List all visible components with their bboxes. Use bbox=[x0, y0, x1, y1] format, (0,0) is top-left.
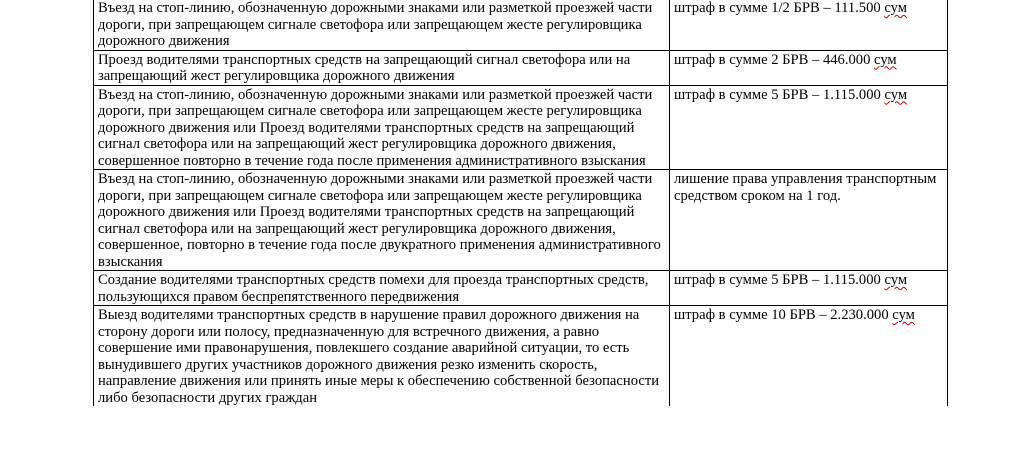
table-row bbox=[94, 0, 948, 50]
penalty-text: штраф в сумме 5 БРВ – 1.115.000 bbox=[674, 86, 885, 103]
currency-unit: сум bbox=[884, 272, 908, 288]
penalty-cell bbox=[670, 85, 948, 170]
offense-cell bbox=[94, 170, 670, 271]
penalty-text: штраф в сумме 1/2 БРВ – 111.500 bbox=[674, 0, 885, 16]
penalty-cell bbox=[670, 50, 948, 85]
table-row bbox=[94, 170, 948, 271]
offense-text: Въезд на стоп-линию, обозначенную дорожными знаками или разметкой проезжей части дороги, при запрещающем сигнале светофора или запрещающем жесте регулировщика дорожного движения bbox=[98, 0, 653, 49]
offense-text: Въезд на стоп-линию, обозначенную дорожными знаками или разметкой проезжей части дороги, при запрещающем сигнале светофора или запрещающем жесте регулировщика дорожного движения или Проезд водителями транспортных средств на запрещающий сигнал светофора или на запрещающий жест регулировщика дорожного движения, совершенное повторно в течение года после применения административного взыскания bbox=[98, 86, 653, 169]
offense-cell bbox=[94, 0, 670, 50]
table-row bbox=[94, 85, 948, 170]
penalty-cell bbox=[670, 170, 948, 271]
offense-text: Создание водителями транспортных средств помехи для проезда транспортных средств, пользующихся правом беспрепятственного передвижения bbox=[98, 272, 649, 305]
currency-unit: сум bbox=[884, 86, 908, 103]
offense-cell bbox=[94, 50, 670, 85]
fines-table bbox=[93, 0, 948, 406]
table-row bbox=[94, 306, 948, 407]
offense-cell bbox=[94, 271, 670, 306]
penalty-cell bbox=[670, 0, 948, 50]
offense-text: Въезд на стоп-линию, обозначенную дорожными знаками или разметкой проезжей части дороги, при запрещающем сигнале светофора или запрещающем жесте регулировщика дорожного движения или Проезд водителями транспортных средств на запрещающий сигнал светофора или на запрещающий жест регулировщика дорожного движения, совершенное, повторно в течение года после двукратного применения административного взыскания bbox=[98, 171, 661, 270]
offense-cell bbox=[94, 306, 670, 407]
penalty-text: штраф в сумме 2 БРВ – 446.000 bbox=[674, 51, 875, 68]
currency-unit: сум bbox=[892, 307, 915, 323]
penalty-text: штраф в сумме 10 БРВ – 2.230.000 bbox=[674, 307, 893, 323]
offense-cell bbox=[94, 85, 670, 170]
offense-text: Выезд водителями транспортных средств в нарушение правил дорожного движения на сторону дороги или полосу, предназначенную для встречного движения, а равно совершение ими правонарушения, повлекшего создание аварийной ситуации, то есть вынудившего других участников дорожного движения резко изменить скорость, направление движения или принять иные меры к обеспечению собственной безопасности либо безопасности других граждан bbox=[98, 307, 660, 406]
table-row bbox=[94, 50, 948, 85]
currency-unit: сум bbox=[874, 51, 897, 68]
currency-unit: сум bbox=[884, 0, 907, 16]
table-row bbox=[94, 271, 948, 306]
penalty-cell bbox=[670, 306, 948, 407]
penalty-text: лишение права управления транспортным средством сроком на 1 год. bbox=[674, 171, 937, 204]
penalty-text: штраф в сумме 5 БРВ – 1.115.000 bbox=[674, 272, 885, 288]
penalty-cell bbox=[670, 271, 948, 306]
offense-text: Проезд водителями транспортных средств на запрещающий сигнал светофора или на запрещающий жест регулировщика дорожного движения bbox=[98, 51, 631, 84]
